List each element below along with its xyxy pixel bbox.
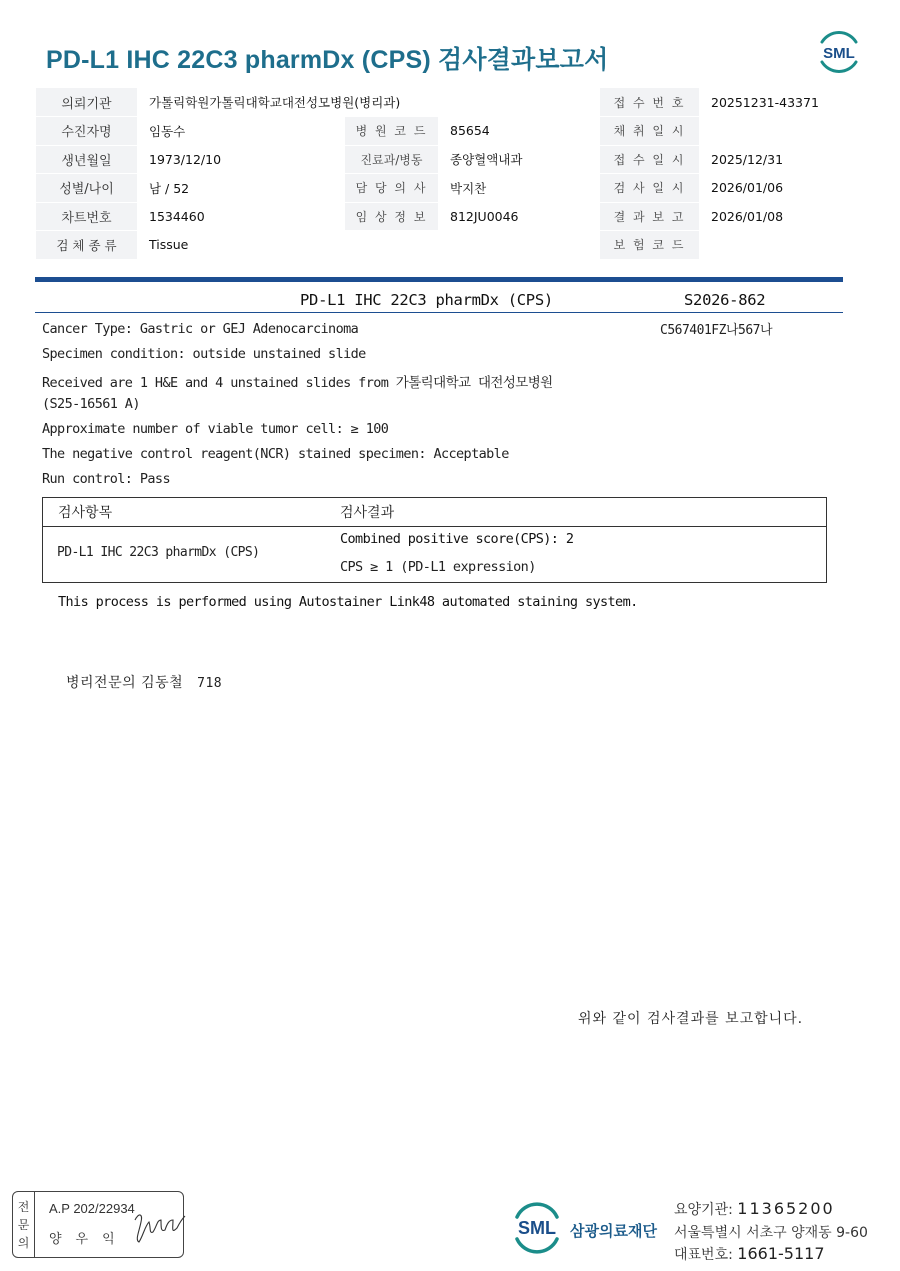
stamp-side-label <box>13 1192 35 1257</box>
stamp-char: 전 <box>17 1199 30 1214</box>
stamp-name: 양우익 <box>49 1232 129 1247</box>
result-header-divider <box>43 526 826 527</box>
logo-text: SML <box>823 45 855 62</box>
info-label: 접 수 번 호 <box>600 88 699 117</box>
info-value: 1973/12/10 <box>137 145 345 174</box>
info-row <box>36 231 864 260</box>
info-label: 채 취 일 시 <box>600 117 699 146</box>
sample-id: C567401FZ나567나 <box>660 323 773 338</box>
info-label: 접 수 일 시 <box>600 145 699 174</box>
report-line: Received are 1 H&E and 4 unstained slides from 가톨릭대학교 대전성모병원 <box>42 375 553 391</box>
result-col-result: 검사결과 <box>340 505 395 521</box>
result-item: PD-L1 IHC 22C3 pharmDx (CPS) <box>57 545 260 560</box>
info-label: 보 험 코 드 <box>600 231 699 260</box>
test-name: PD-L1 IHC 22C3 pharmDx (CPS) <box>300 291 553 309</box>
info-label: 병 원 코 드 <box>345 117 438 146</box>
section-divider-thin <box>35 312 843 313</box>
report-title: PD-L1 IHC 22C3 pharmDx (CPS) 검사결과보고서 <box>46 46 609 74</box>
info-value: 남 / 52 <box>137 174 345 203</box>
institution-code: 11365200 <box>737 1199 835 1218</box>
patient-info-table <box>36 88 864 260</box>
pathologist-number: 718 <box>197 676 223 691</box>
info-value: 가톨릭학원가톨릭대학교대전성모병원(병리과) <box>137 88 600 117</box>
info-value: 20251231-43371 <box>699 88 864 117</box>
closing-statement: 위와 같이 검사결과를 보고합니다. <box>578 1011 804 1027</box>
stamp-char: 문 <box>17 1217 30 1232</box>
info-value: Tissue <box>137 231 600 260</box>
sml-logo-icon <box>814 28 864 76</box>
report-line: The negative control reagent(NCR) stained specimen: Acceptable <box>42 446 509 462</box>
info-label: 검 사 일 시 <box>600 174 699 203</box>
info-value: 2025/12/31 <box>699 145 864 174</box>
info-value: 1534460 <box>137 202 345 231</box>
report-line: (S25-16561 A) <box>42 396 140 412</box>
phone-number: 1661-5117 <box>737 1244 825 1263</box>
signature-icon <box>131 1206 187 1246</box>
footer-logo-text: SML <box>518 1218 556 1238</box>
test-code: S2026-862 <box>684 291 766 309</box>
info-label: 차트번호 <box>36 202 137 231</box>
phone-label: 대표번호: <box>674 1247 733 1263</box>
info-label: 검 체 종 류 <box>36 231 137 260</box>
pathologist-signature <box>66 672 222 692</box>
info-row <box>36 117 864 146</box>
info-label: 생년월일 <box>36 145 137 174</box>
info-value: 85654 <box>438 117 600 146</box>
info-value <box>699 117 864 146</box>
report-line: Run control: Pass <box>42 471 170 487</box>
result-table <box>42 497 827 583</box>
stamp-char: 의 <box>17 1235 30 1250</box>
info-label: 진료과/병동 <box>345 145 438 174</box>
info-value: 2026/01/08 <box>699 202 864 231</box>
info-label: 임 상 정 보 <box>345 202 438 231</box>
pathologist-name: 병리전문의 김동철 <box>66 675 184 691</box>
stamp-license: A.P 202/22934 <box>49 1201 135 1216</box>
info-label: 결 과 보 고 <box>600 202 699 231</box>
info-value: 2026/01/06 <box>699 174 864 203</box>
info-value: 종양혈액내과 <box>438 145 600 174</box>
report-line: Specimen condition: outside unstained slide <box>42 346 366 362</box>
info-value <box>699 231 864 260</box>
institution-label: 요양기관: <box>674 1202 733 1218</box>
result-cps-interpretation: CPS ≥ 1 (PD-L1 expression) <box>340 559 536 575</box>
institution-code-line <box>674 1199 835 1219</box>
result-col-item: 검사항목 <box>58 505 113 521</box>
info-label: 의뢰기관 <box>36 88 137 117</box>
info-value: 812JU0046 <box>438 202 600 231</box>
phone-line <box>674 1244 825 1264</box>
info-value: 박지찬 <box>438 174 600 203</box>
info-label: 담 당 의 사 <box>345 174 438 203</box>
info-label: 수진자명 <box>36 117 137 146</box>
report-line: Cancer Type: Gastric or GEJ Adenocarcinoma <box>42 321 359 337</box>
process-note: This process is performed using Autostainer Link48 automated staining system. <box>58 594 638 610</box>
foundation-name: 삼광의료재단 <box>570 1222 657 1240</box>
sml-footer-logo-icon <box>510 1202 564 1254</box>
report-line: Approximate number of viable tumor cell: ≥ 100 <box>42 421 389 437</box>
address: 서울특별시 서초구 양재동 9-60 <box>674 1225 868 1241</box>
info-value: 임동수 <box>137 117 345 146</box>
section-divider <box>35 277 843 282</box>
info-row <box>36 174 864 203</box>
info-label: 성별/나이 <box>36 174 137 203</box>
info-row <box>36 88 864 117</box>
specialist-stamp <box>12 1191 184 1258</box>
info-row <box>36 145 864 174</box>
info-row <box>36 202 864 231</box>
result-cps-score: Combined positive score(CPS): 2 <box>340 531 574 547</box>
